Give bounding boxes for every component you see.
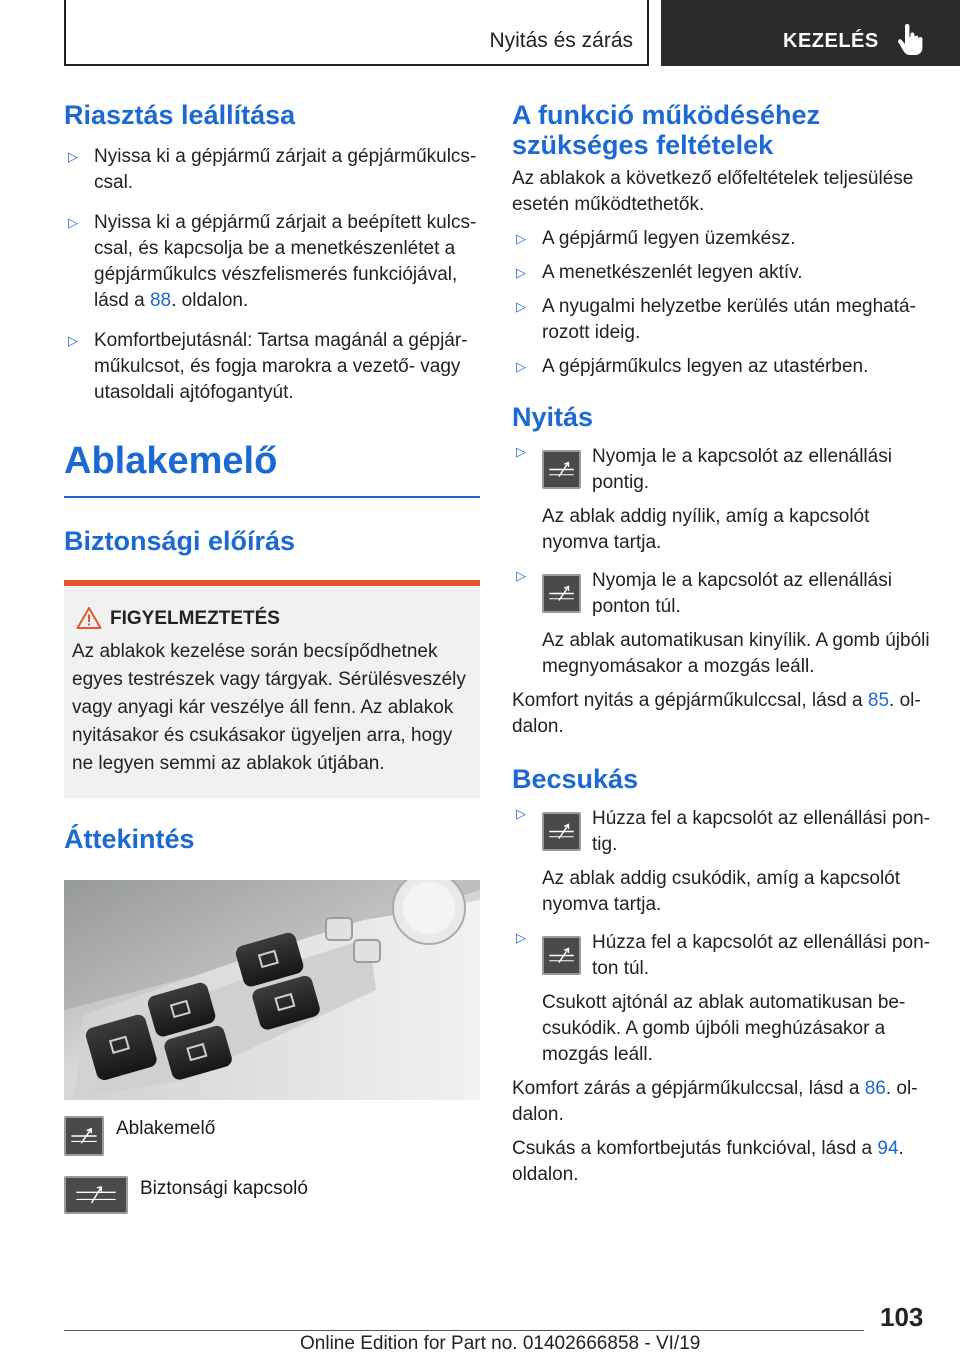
legend-label: Ablakemelő bbox=[116, 1118, 216, 1139]
step-text: ▷ Nyomja le a kapcsolót az ellenállási ponton túl. bbox=[592, 570, 892, 617]
list-item bbox=[512, 226, 932, 252]
list-item-text: Nyissa ki a gépjármű zárjait a beépített kulcscsal, és kapcsolja be a menetkészenlétet a gépjárműkulcs vészfelismerés funkciójával, lásd a bbox=[94, 212, 477, 311]
conditions-list bbox=[512, 226, 932, 380]
note-text: Komfort zárás a gépjárműkulccsal, lásd a bbox=[512, 1078, 865, 1099]
header-section-title: Nyitás és zárás bbox=[489, 29, 633, 52]
open-heading: Nyitás bbox=[512, 402, 594, 432]
page-link-85[interactable]: 85 bbox=[867, 690, 890, 711]
close-heading: Becsukás bbox=[512, 764, 639, 794]
right-column bbox=[512, 100, 932, 1188]
close-step bbox=[512, 930, 932, 1068]
step-result: Az ablak addig csukódik, amíg a kapcsolót nyomva tartja. bbox=[542, 868, 901, 915]
list-item-text: A nyugalmi helyzetbe kerülés után meghatározott ideig. bbox=[542, 296, 916, 343]
note-text: . oldalon. bbox=[512, 1078, 918, 1125]
step-text: ▷ Húzza fel a kapcsolót az ellenállási ponton túl. bbox=[592, 932, 930, 979]
list-item-text: A gépjárműkulcs legyen az utastérben. bbox=[542, 356, 869, 377]
window-switch-icon bbox=[542, 450, 581, 489]
chapter-divider bbox=[64, 496, 480, 498]
alarm-heading: Riasztás leállítása bbox=[64, 100, 296, 130]
note-text: Komfort nyitás a gépjárműkulccsal, lásd a bbox=[512, 690, 868, 711]
step-text: ▷ Nyomja le a kapcsolót az ellenállási pontig. bbox=[592, 446, 892, 493]
open-note bbox=[512, 688, 932, 740]
header-chapter-label: KEZELÉS bbox=[783, 30, 879, 52]
legend-item-window-switch bbox=[64, 1116, 480, 1162]
conditions-heading: A funkció működéséhez szükséges feltételek bbox=[512, 100, 821, 160]
conditions-intro: Az ablakok a következő előfeltételek teljesülése esetén működtethetők. bbox=[512, 168, 914, 215]
window-switch-photo bbox=[64, 880, 480, 1100]
open-step bbox=[512, 444, 932, 556]
legend-label: Biztonsági kapcsoló bbox=[140, 1178, 308, 1199]
window-switch-icon bbox=[542, 574, 581, 613]
chapter-title: Ablakemelő bbox=[64, 440, 278, 482]
page-link-86[interactable]: 86 bbox=[864, 1078, 886, 1099]
safety-switch-icon bbox=[64, 1176, 128, 1214]
open-step bbox=[512, 568, 932, 680]
list-item bbox=[512, 294, 932, 346]
list-item-text: Komfortbejutásnál: Tartsa magánál a gépjárműkulcsot, és fogja marokra a vezető- vagy utasoldali ajtófogantyút. bbox=[94, 330, 468, 403]
safety-heading: Biztonsági előírás bbox=[64, 526, 296, 556]
note-text: Csukás a komfortbejutás funkcióval, lásd a bbox=[512, 1138, 878, 1159]
list-item-text: . oldalon. bbox=[171, 290, 249, 311]
warning-box bbox=[64, 586, 480, 798]
left-column bbox=[64, 100, 480, 1216]
footer-divider bbox=[64, 1330, 864, 1331]
window-switch-icon bbox=[542, 812, 581, 851]
header-chapter-tab[interactable] bbox=[661, 0, 960, 66]
door-panel-image bbox=[64, 880, 480, 1100]
page-link-88[interactable]: 88 bbox=[149, 290, 172, 311]
hand-pointer-icon bbox=[897, 24, 923, 56]
step-result: Csukott ajtónál az ablak automatikusan becsukódik. A gomb újbóli meghúzásakor a mozgás leáll. bbox=[542, 992, 906, 1065]
page-number: 103 bbox=[880, 1302, 924, 1332]
close-note bbox=[512, 1076, 932, 1128]
footer-edition: Online Edition for Part no. 01402666858 - VI/19 bbox=[300, 1333, 701, 1354]
window-switch-icon bbox=[542, 936, 581, 975]
list-item-text: A gépjármű legyen üzemkész. bbox=[542, 228, 796, 249]
overview-heading: Áttekintés bbox=[64, 824, 195, 854]
list-item bbox=[512, 354, 932, 380]
list-item bbox=[512, 260, 932, 286]
window-switch-icon bbox=[64, 1116, 104, 1156]
header-section-box bbox=[64, 0, 649, 66]
step-result: Az ablak automatikusan kinyílik. A gomb újbóli megnyomásakor a mozgás leáll. bbox=[542, 630, 930, 677]
note-text: . oldalon. bbox=[512, 1138, 904, 1185]
step-text: ▷ Húzza fel a kapcsolót az ellenállási pontig. bbox=[592, 808, 930, 855]
list-item bbox=[64, 144, 480, 196]
warning-title-row bbox=[72, 606, 472, 632]
close-step bbox=[512, 806, 932, 918]
step-result: Az ablak addig nyílik, amíg a kapcsolót nyomva tartja. bbox=[542, 506, 870, 553]
list-item-text: A menetkészenlét legyen aktív. bbox=[542, 262, 803, 283]
warning-triangle-icon bbox=[76, 606, 102, 630]
alarm-list bbox=[64, 144, 480, 406]
legend-item-safety-switch bbox=[64, 1176, 480, 1216]
page-link-94[interactable]: 94 bbox=[877, 1138, 899, 1159]
note-text: . oldalon. bbox=[512, 690, 921, 737]
list-item-text: Nyissa ki a gépjármű zárjait a gépjárműkulcscsal. bbox=[94, 146, 477, 193]
warning-text: Az ablakok kezelése során becsípődhetnek egyes testrészek vagy tárgyak. Sérülésveszély vagy anyagi kár veszélye áll fenn. Az ablakok nyitásakor és csukásakor ügyeljen arra, hogy ne legyen semmi az ablakok útjában. bbox=[72, 641, 466, 774]
close-note bbox=[512, 1136, 932, 1188]
warning-title: FIGYELMEZTETÉS bbox=[110, 608, 280, 629]
list-item bbox=[64, 210, 480, 314]
list-item bbox=[64, 328, 480, 406]
